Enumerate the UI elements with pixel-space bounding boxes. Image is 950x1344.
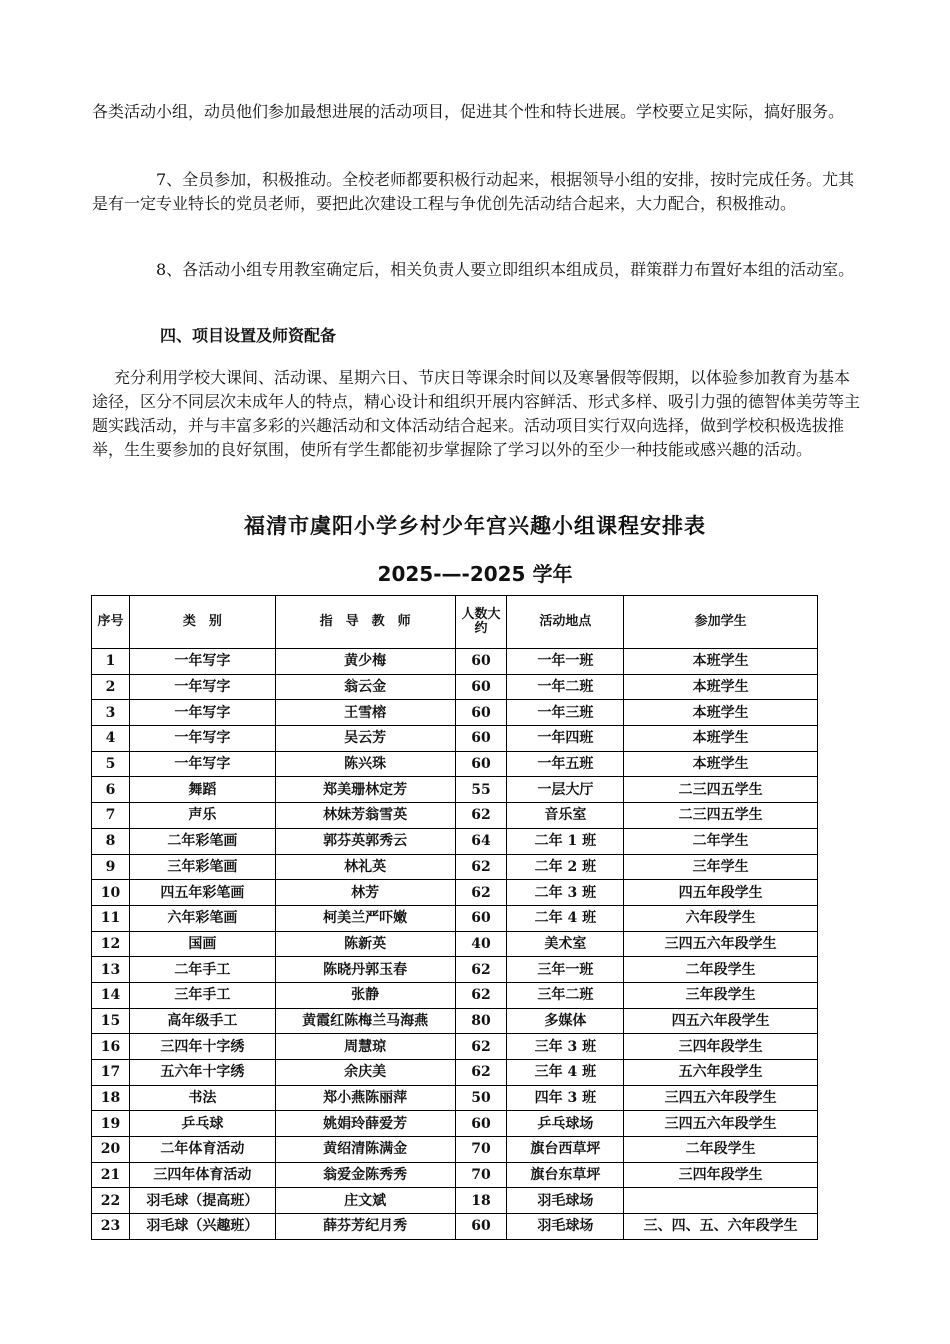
row-index: 22 — [92, 1188, 130, 1214]
row-index: 1 — [92, 649, 130, 675]
row-location: 二年 4 班 — [507, 905, 624, 931]
row-students: 本班学生 — [624, 700, 818, 726]
table-row — [92, 905, 818, 931]
row-category: 二年彩笔画 — [129, 828, 275, 854]
row-count: 62 — [455, 957, 507, 983]
row-index: 4 — [92, 726, 130, 752]
row-location: 一年二班 — [507, 674, 624, 700]
row-category: 一年写字 — [129, 700, 275, 726]
row-students: 本班学生 — [624, 674, 818, 700]
row-teacher: 余庆美 — [275, 1060, 455, 1086]
row-students: 二年段学生 — [624, 957, 818, 983]
row-category: 羽毛球（兴趣班） — [129, 1214, 275, 1240]
table-row — [92, 982, 818, 1008]
row-count: 62 — [455, 854, 507, 880]
header-students: 参加学生 — [624, 596, 818, 649]
row-students: 三四年段学生 — [624, 1162, 818, 1188]
row-students: 二三四五学生 — [624, 803, 818, 829]
row-category: 六年彩笔画 — [129, 905, 275, 931]
row-students: 本班学生 — [624, 649, 818, 675]
row-index: 20 — [92, 1137, 130, 1163]
table-row — [92, 1060, 818, 1086]
row-students: 本班学生 — [624, 751, 818, 777]
paragraph-project-setup: 充分利用学校大课间、活动课、星期六日、节庆日等课余时间以及寒暑假等假期，以体验参加教育为基本途径，区分不同层次未成年人的特点，精心设计和组织开展内容鲜活、形式多样、吸引力强的德智体美劳等主题实践活动，并与丰富多彩的兴趣活动和文体活动结合起来。活动项目实行双向选择，做到学校积极选拔推举，生生要参加的良好氛围，使所有学生都能初步掌握除了学习以外的至少一种技能或感兴趣的活动。 — [92, 368, 861, 459]
table-row — [92, 700, 818, 726]
row-location: 三年二班 — [507, 982, 624, 1008]
row-students: 本班学生 — [624, 726, 818, 752]
row-teacher: 吴云芳 — [275, 726, 455, 752]
row-category: 二年体育活动 — [129, 1137, 275, 1163]
row-students: 四五年段学生 — [624, 880, 818, 906]
row-index: 15 — [92, 1008, 130, 1034]
row-index: 9 — [92, 854, 130, 880]
table-row — [92, 957, 818, 983]
table-body — [92, 649, 818, 1240]
row-index: 18 — [92, 1085, 130, 1111]
row-count: 55 — [455, 777, 507, 803]
row-teacher: 张静 — [275, 982, 455, 1008]
row-students: 三四五六年段学生 — [624, 1085, 818, 1111]
row-teacher: 林礼英 — [275, 854, 455, 880]
row-location: 美术室 — [507, 931, 624, 957]
row-location: 一层大厅 — [507, 777, 624, 803]
row-location: 三年一班 — [507, 957, 624, 983]
row-category: 舞蹈 — [129, 777, 275, 803]
row-students: 三四五六年段学生 — [624, 931, 818, 957]
row-index: 3 — [92, 700, 130, 726]
row-category: 三年手工 — [129, 982, 275, 1008]
row-category: 一年写字 — [129, 674, 275, 700]
row-location: 二年 1 班 — [507, 828, 624, 854]
row-students: 二三四五学生 — [624, 777, 818, 803]
table-row — [92, 1137, 818, 1163]
row-students: 二年学生 — [624, 828, 818, 854]
table-row — [92, 751, 818, 777]
row-students: 三、四、五、六年段学生 — [624, 1214, 818, 1240]
row-index: 10 — [92, 880, 130, 906]
header-count: 人数大约 — [455, 596, 507, 649]
row-teacher: 郑美珊林定芳 — [275, 777, 455, 803]
row-teacher: 柯美兰严吓嫩 — [275, 905, 455, 931]
row-students: 六年段学生 — [624, 905, 818, 931]
row-location: 一年三班 — [507, 700, 624, 726]
row-index: 12 — [92, 931, 130, 957]
row-category: 书法 — [129, 1085, 275, 1111]
row-index: 17 — [92, 1060, 130, 1086]
header-index: 序号 — [92, 596, 130, 649]
row-location: 多媒体 — [507, 1008, 624, 1034]
row-location: 旗台西草坪 — [507, 1137, 624, 1163]
row-students: 三四五六年段学生 — [624, 1111, 818, 1137]
row-count: 40 — [455, 931, 507, 957]
row-students: 五六年段学生 — [624, 1060, 818, 1086]
row-index: 21 — [92, 1162, 130, 1188]
row-location: 二年 2 班 — [507, 854, 624, 880]
row-count: 62 — [455, 1034, 507, 1060]
row-index: 6 — [92, 777, 130, 803]
row-count: 62 — [455, 1060, 507, 1086]
table-row — [92, 1034, 818, 1060]
row-teacher: 王雪榕 — [275, 700, 455, 726]
row-location: 乒乓球场 — [507, 1111, 624, 1137]
row-count: 60 — [455, 751, 507, 777]
row-category: 三四年体育活动 — [129, 1162, 275, 1188]
table-row — [92, 1008, 818, 1034]
row-teacher: 庄文斌 — [275, 1188, 455, 1214]
paragraph-activity-groups: 各类活动小组，动员他们参加最想进展的活动项目，促进其个性和特长进展。学校要立足实际，搞好服务。 — [92, 102, 845, 121]
schedule-table — [91, 595, 818, 1240]
row-count: 62 — [455, 803, 507, 829]
row-count: 64 — [455, 828, 507, 854]
row-index: 14 — [92, 982, 130, 1008]
row-category: 羽毛球（提高班） — [129, 1188, 275, 1214]
row-teacher: 陈新英 — [275, 931, 455, 957]
row-location: 旗台东草坪 — [507, 1162, 624, 1188]
row-teacher: 林芳 — [275, 880, 455, 906]
header-location: 活动地点 — [507, 596, 624, 649]
table-row — [92, 1111, 818, 1137]
row-category: 五六年十字绣 — [129, 1060, 275, 1086]
header-teacher: 指 导 教 师 — [275, 596, 455, 649]
row-count: 80 — [455, 1008, 507, 1034]
table-row — [92, 931, 818, 957]
row-count: 60 — [455, 649, 507, 675]
row-count: 62 — [455, 880, 507, 906]
table-row — [92, 649, 818, 675]
row-category: 声乐 — [129, 803, 275, 829]
row-count: 60 — [455, 674, 507, 700]
row-category: 二年手工 — [129, 957, 275, 983]
row-teacher: 姚娟玲薛爱芳 — [275, 1111, 455, 1137]
row-teacher: 郑小燕陈丽萍 — [275, 1085, 455, 1111]
row-category: 一年写字 — [129, 649, 275, 675]
row-category: 四五年彩笔画 — [129, 880, 275, 906]
row-students — [624, 1188, 818, 1214]
row-location: 音乐室 — [507, 803, 624, 829]
table-row — [92, 1188, 818, 1214]
row-teacher: 翁云金 — [275, 674, 455, 700]
row-teacher: 黄霞红陈梅兰马海燕 — [275, 1008, 455, 1034]
row-teacher: 陈兴珠 — [275, 751, 455, 777]
table-row — [92, 726, 818, 752]
row-teacher: 周慧琼 — [275, 1034, 455, 1060]
row-category: 高年级手工 — [129, 1008, 275, 1034]
row-count: 60 — [455, 905, 507, 931]
row-location: 羽毛球场 — [507, 1188, 624, 1214]
row-category: 一年写字 — [129, 751, 275, 777]
row-location: 三年 4 班 — [507, 1060, 624, 1086]
row-index: 19 — [92, 1111, 130, 1137]
table-subtitle: 2025-—-2025 学年 — [377, 562, 573, 586]
row-category: 国画 — [129, 931, 275, 957]
row-students: 三年学生 — [624, 854, 818, 880]
row-index: 23 — [92, 1214, 130, 1240]
row-teacher: 黄绍清陈满金 — [275, 1137, 455, 1163]
row-teacher: 黄少梅 — [275, 649, 455, 675]
row-location: 一年五班 — [507, 751, 624, 777]
table-row — [92, 1085, 818, 1111]
row-location: 三年 3 班 — [507, 1034, 624, 1060]
row-students: 四五六年段学生 — [624, 1008, 818, 1034]
row-category: 三四年十字绣 — [129, 1034, 275, 1060]
section-heading: 四、项目设置及师资配备 — [160, 326, 337, 345]
table-row — [92, 880, 818, 906]
row-teacher: 薛芬芳纪月秀 — [275, 1214, 455, 1240]
row-count: 70 — [455, 1162, 507, 1188]
row-students: 二年段学生 — [624, 1137, 818, 1163]
row-index: 5 — [92, 751, 130, 777]
table-row — [92, 777, 818, 803]
row-location: 一年一班 — [507, 649, 624, 675]
row-teacher: 郭芬英郭秀云 — [275, 828, 455, 854]
row-location: 一年四班 — [507, 726, 624, 752]
row-teacher: 林妹芳翁雪英 — [275, 803, 455, 829]
table-row — [92, 803, 818, 829]
row-count: 50 — [455, 1085, 507, 1111]
row-category: 三年彩笔画 — [129, 854, 275, 880]
table-row — [92, 854, 818, 880]
paragraph-item-8: 8、各活动小组专用教室确定后，相关负责人要立即组织本组成员，群策群力布置好本组的活动室。 — [156, 260, 855, 279]
row-teacher: 翁爱金陈秀秀 — [275, 1162, 455, 1188]
row-category: 乒乓球 — [129, 1111, 275, 1137]
row-count: 62 — [455, 982, 507, 1008]
row-count: 18 — [455, 1188, 507, 1214]
row-location: 四年 3 班 — [507, 1085, 624, 1111]
row-count: 60 — [455, 1111, 507, 1137]
row-teacher: 陈晓丹郭玉春 — [275, 957, 455, 983]
paragraph-item-7: 7、全员参加，积极推动。全校老师都要积极行动起来，根据领导小组的安排，按时完成任务。尤其是有一定专业特长的党员老师，要把此次建设工程与争优创先活动结合起来，大力配合，积极推动。 — [92, 170, 855, 213]
row-students: 三年段学生 — [624, 982, 818, 1008]
row-location: 二年 3 班 — [507, 880, 624, 906]
row-index: 2 — [92, 674, 130, 700]
row-index: 8 — [92, 828, 130, 854]
row-count: 70 — [455, 1137, 507, 1163]
row-category: 一年写字 — [129, 726, 275, 752]
row-location: 羽毛球场 — [507, 1214, 624, 1240]
row-index: 16 — [92, 1034, 130, 1060]
row-count: 60 — [455, 700, 507, 726]
table-row — [92, 828, 818, 854]
table-row — [92, 674, 818, 700]
row-students: 三四年段学生 — [624, 1034, 818, 1060]
table-row — [92, 1162, 818, 1188]
table-row — [92, 1214, 818, 1240]
row-count: 60 — [455, 1214, 507, 1240]
row-index: 7 — [92, 803, 130, 829]
row-index: 13 — [92, 957, 130, 983]
table-title: 福清市虞阳小学乡村少年宫兴趣小组课程安排表 — [244, 513, 706, 538]
row-index: 11 — [92, 905, 130, 931]
header-category: 类 别 — [129, 596, 275, 649]
row-count: 60 — [455, 726, 507, 752]
table-header-row — [92, 596, 818, 649]
